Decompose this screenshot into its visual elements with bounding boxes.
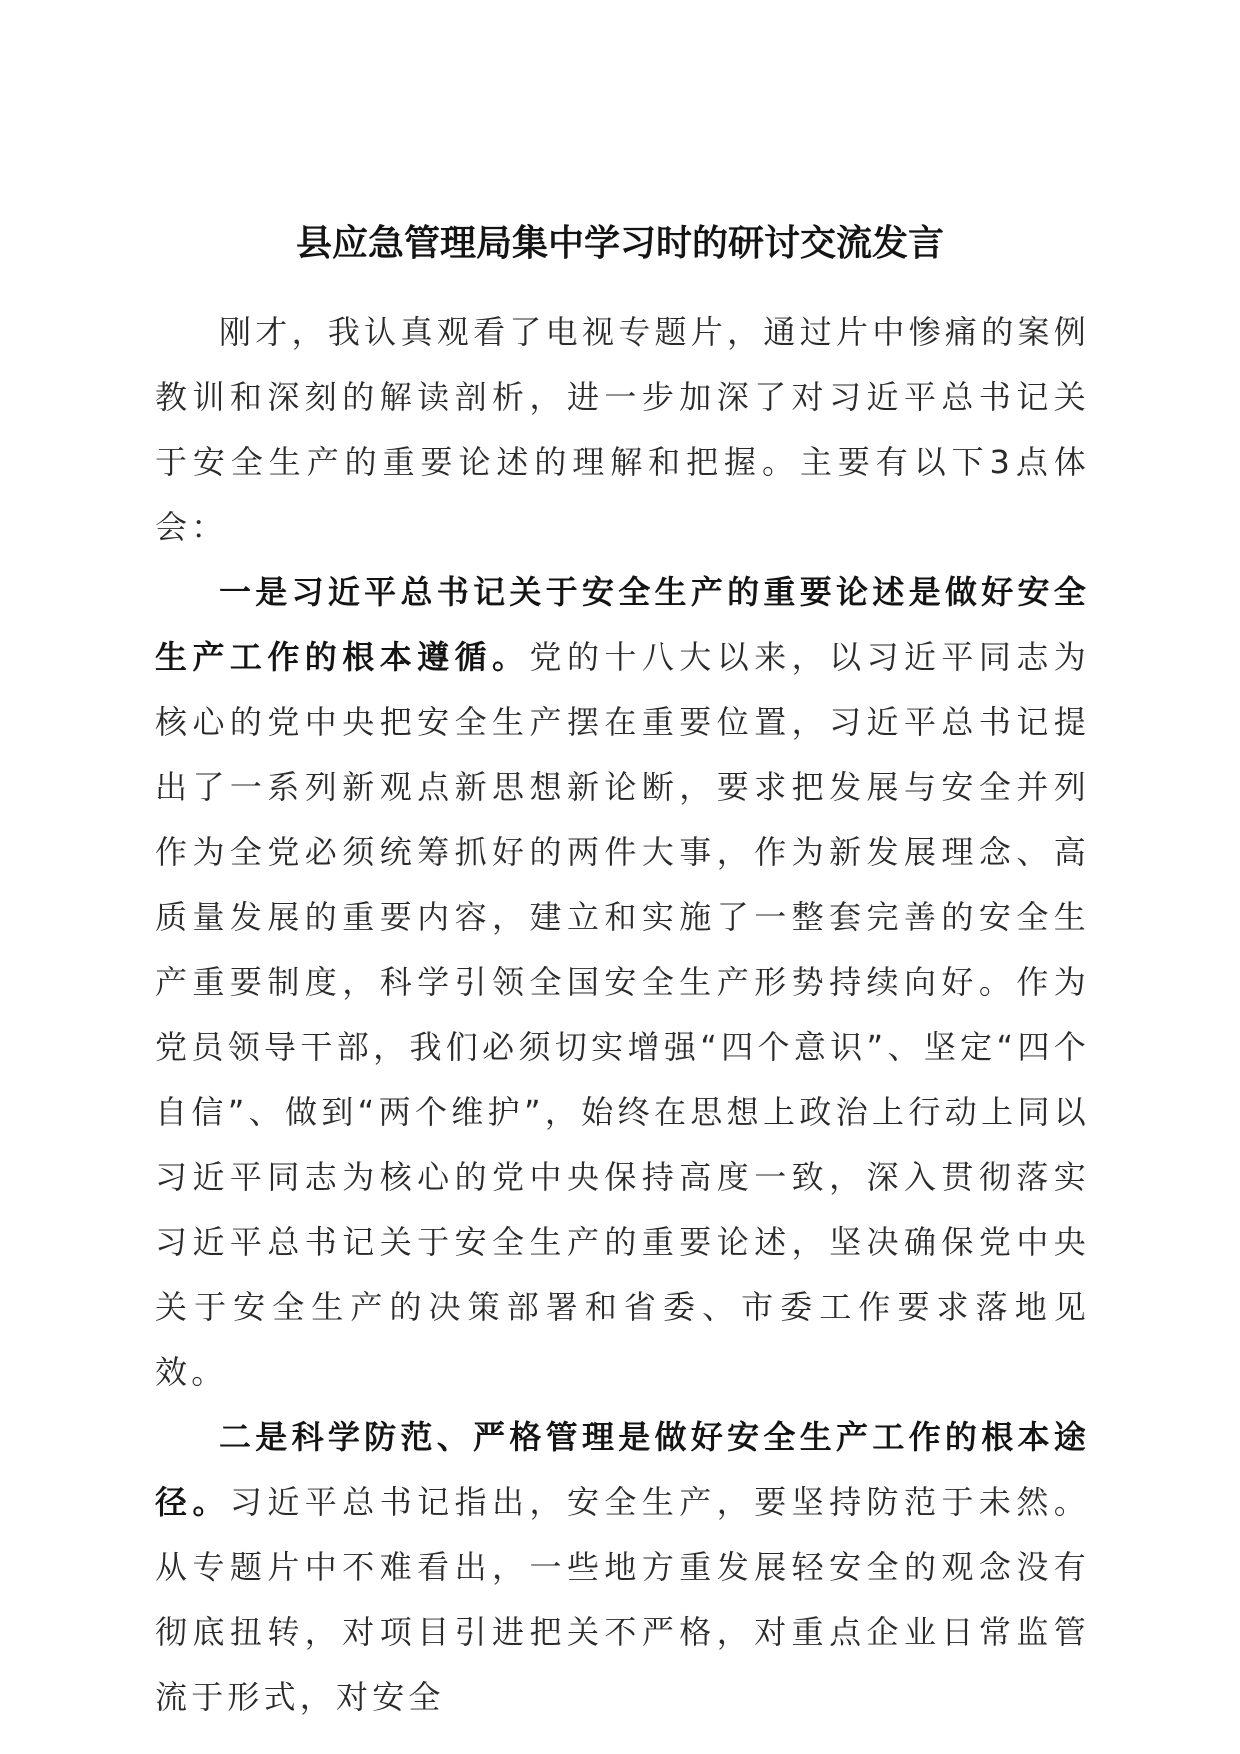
point-two-paragraph [155,1405,1090,1730]
point-two-lead: 二是科学防范、严格管理是做好安全生产工作的根本途径。 [155,1418,1090,1521]
intro-paragraph: 刚才，我认真观看了电视专题片，通过片中惨痛的案例教训和深刻的解读剖析，进一步加深了对习近平总书记关于安全生产的重要论述的理解和把握。主要有以下3点体会： [155,313,1090,546]
point-two-text: 习近平总书记指出，安全生产，要坚持防范于未然。从专题片中不难看出，一些地方重发展轻安全的观念没有彻底扭转，对项目引进把关不严格，对重点企业日常监管流于形式，对安全 [155,1483,1090,1716]
point-one-paragraph [155,560,1090,1405]
document-title: 县应急管理局集中学习时的研讨交流发言 [295,222,944,264]
point-one-text: 党的十八大以来，以习近平同志为核心的党中央把安全生产摆在重要位置，习近平总书记提出了一系列新观点新思想新论断，要求把发展与安全并列作为全党必须统筹抓好的两件大事，作为新发展理念、高质量发展的重要内容，建立和实施了一整套完善的安全生产重要制度，科学引领全国安全生产形势持续向好。作为党员领导干部，我们必须切实增强“四个意识”、坚定“四个自信”、做到“两个维护”，始终在思想上政治上行动上同以习近平同志为核心的党中央保持高度一致，深入贯彻落实习近平总书记关于安全生产的重要论述，坚决确保党中央关于安全生产的决策部署和省委、市委工作要求落地见效。 [155,638,1090,1391]
point-one-lead: 一是习近平总书记关于安全生产的重要论述是做好安全生产工作的根本遵循。 [155,573,1090,676]
document-body [155,300,1090,1730]
